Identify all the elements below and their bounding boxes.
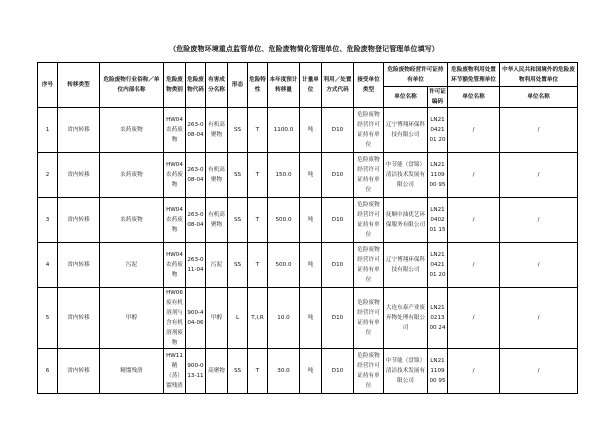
header-annual-plan: 本年度预计转移量 — [268, 63, 300, 108]
header-unit: 计量单位 — [300, 63, 322, 108]
cell-license-no: LN21110900 95 — [428, 153, 448, 198]
cell-property: T — [248, 153, 268, 198]
cell-foreign-name: / — [500, 108, 578, 153]
cell-transfer-type: 省内转移 — [58, 243, 100, 288]
header-method: 利用／处置方式代码 — [322, 63, 354, 108]
cell-exempt-name: / — [448, 288, 500, 349]
cell-receiver-name: 辽宁博翔环保科技有限公司 — [384, 108, 428, 153]
header-exempt-name: 单位名称 — [448, 87, 500, 108]
cell-seq: 3 — [38, 198, 58, 243]
cell-receiver-name: 中节能（盘锦）清洁技术发展有限公司 — [384, 153, 428, 198]
header-receiver-type: 接受单位类型 — [354, 63, 384, 108]
cell-exempt-name: / — [448, 153, 500, 198]
cell-license-no: LN21110900 95 — [428, 349, 448, 394]
cell-hazardous-name: 有机高聚物 — [206, 153, 228, 198]
cell-industry-name: 农药废物 — [100, 198, 164, 243]
header-form: 形态 — [228, 63, 248, 108]
cell-form: SS — [228, 349, 248, 394]
cell-receiver-type: 危险废物经营许可证持有单位 — [354, 243, 384, 288]
header-exempt-group: 危险废物利用处置环节豁免管理单位 — [448, 63, 500, 87]
cell-form: SS — [228, 243, 248, 288]
cell-category: HW06废有机溶剂与含有机溶剂废物 — [164, 288, 186, 349]
header-foreign-group: 中华人民共和国境外的危险废物利用处置单位 — [500, 63, 578, 87]
cell-license-no: LN21042101 20 — [428, 243, 448, 288]
header-transfer-type: 转移类型 — [58, 63, 100, 108]
cell-form: SS — [228, 198, 248, 243]
header-receiver-group: 危险废物经营许可证持有单位 — [384, 63, 448, 87]
cell-method: D10 — [322, 153, 354, 198]
cell-license-no: LN21040201 15 — [428, 198, 448, 243]
cell-code: 263-008-04 — [186, 198, 206, 243]
hazardous-waste-transfer-table — [37, 62, 578, 394]
table-row — [38, 108, 578, 153]
cell-unit: 吨 — [300, 153, 322, 198]
cell-category: HW04农药废物 — [164, 108, 186, 153]
cell-property: T — [248, 349, 268, 394]
cell-unit: 吨 — [300, 288, 322, 349]
cell-receiver-type: 危险废物经营许可证持有单位 — [354, 153, 384, 198]
cell-property: T — [248, 108, 268, 153]
cell-foreign-name: / — [500, 288, 578, 349]
cell-industry-name: 农药废物 — [100, 153, 164, 198]
cell-unit: 吨 — [300, 198, 322, 243]
cell-exempt-name: / — [448, 349, 500, 394]
cell-unit: 吨 — [300, 349, 322, 394]
cell-annual-plan: 150.0 — [268, 153, 300, 198]
cell-unit: 吨 — [300, 108, 322, 153]
cell-receiver-type: 危险废物经营许可证持有单位 — [354, 108, 384, 153]
cell-method: D10 — [322, 108, 354, 153]
cell-property: T,I,R — [248, 288, 268, 349]
cell-transfer-type: 省内转移 — [58, 198, 100, 243]
cell-hazardous-name: 高聚物 — [206, 349, 228, 394]
cell-exempt-name: / — [448, 198, 500, 243]
cell-annual-plan: 500.0 — [268, 198, 300, 243]
cell-form: SS — [228, 153, 248, 198]
header-category: 危险废物类别 — [164, 63, 186, 108]
cell-receiver-name: 大连东泰产业废弃物处理有限公司 — [384, 288, 428, 349]
cell-foreign-name: / — [500, 349, 578, 394]
header-code: 危险废物代码 — [186, 63, 206, 108]
cell-receiver-name: 中节能（盘锦）清洁技术发展有限公司 — [384, 349, 428, 394]
cell-code: 900-013-11 — [186, 349, 206, 394]
cell-seq: 2 — [38, 153, 58, 198]
cell-industry-name: 精馏残渣 — [100, 349, 164, 394]
header-seq: 序号 — [38, 63, 58, 108]
header-industry-name: 危险废物行业俗称／单位内部名称 — [100, 63, 164, 108]
cell-hazardous-name: 甲醇 — [206, 288, 228, 349]
cell-transfer-type: 省内转移 — [58, 153, 100, 198]
cell-receiver-type: 危险废物经营许可证持有单位 — [354, 349, 384, 394]
cell-industry-name: 甲醇 — [100, 288, 164, 349]
cell-industry-name: 污泥 — [100, 243, 164, 288]
cell-foreign-name: / — [500, 153, 578, 198]
cell-form: SS — [228, 108, 248, 153]
cell-category: HW04农药废物 — [164, 243, 186, 288]
cell-exempt-name: / — [448, 108, 500, 153]
cell-code: 900-404-06 — [186, 288, 206, 349]
cell-annual-plan: 10.0 — [268, 288, 300, 349]
cell-receiver-type: 危险废物经营许可证持有单位 — [354, 198, 384, 243]
cell-license-no: LN21042101 20 — [428, 108, 448, 153]
cell-category: HW04农药废物 — [164, 198, 186, 243]
cell-category: HW11精（蒸）馏残渣 — [164, 349, 186, 394]
cell-foreign-name: / — [500, 198, 578, 243]
header-foreign-name: 单位名称 — [500, 87, 578, 108]
cell-method: D10 — [322, 349, 354, 394]
table-row — [38, 288, 578, 349]
cell-seq: 1 — [38, 108, 58, 153]
cell-unit: 吨 — [300, 243, 322, 288]
cell-industry-name: 农药废物 — [100, 108, 164, 153]
header-receiver-name: 单位名称 — [384, 87, 428, 108]
cell-seq: 6 — [38, 349, 58, 394]
table-row — [38, 198, 578, 243]
cell-form: L — [228, 288, 248, 349]
cell-receiver-name: 辽宁博翔环保科技有限公司 — [384, 243, 428, 288]
cell-category: HW04农药废物 — [164, 153, 186, 198]
cell-seq: 5 — [38, 288, 58, 349]
cell-foreign-name: / — [500, 243, 578, 288]
cell-annual-plan: 500.0 — [268, 243, 300, 288]
cell-hazardous-name: 有机高聚物 — [206, 108, 228, 153]
cell-transfer-type: 省内转移 — [58, 108, 100, 153]
cell-property: T — [248, 243, 268, 288]
header-property: 危险特性 — [248, 63, 268, 108]
cell-annual-plan: 1100.0 — [268, 108, 300, 153]
table-row — [38, 349, 578, 394]
cell-receiver-type: 危险废物经营许可证持有单位 — [354, 288, 384, 349]
page-title: （危险废物环境重点监管单位、危险废物简化管理单位、危险废物登记管理单位填写） — [169, 45, 439, 53]
header-license-no: 许可证编码 — [428, 87, 448, 108]
cell-property: T — [248, 198, 268, 243]
cell-license-no: LN21021300 24 — [428, 288, 448, 349]
cell-exempt-name: / — [448, 243, 500, 288]
cell-hazardous-name: 污泥 — [206, 243, 228, 288]
cell-seq: 4 — [38, 243, 58, 288]
cell-code: 263-011-04 — [186, 243, 206, 288]
table-row — [38, 243, 578, 288]
cell-transfer-type: 省内转移 — [58, 288, 100, 349]
cell-code: 263-008-04 — [186, 108, 206, 153]
cell-method: D10 — [322, 198, 354, 243]
cell-method: D10 — [322, 288, 354, 349]
cell-hazardous-name: 有机高聚物 — [206, 198, 228, 243]
table-row — [38, 153, 578, 198]
cell-receiver-name: 抚顺中油优艺环保服务有限公司 — [384, 198, 428, 243]
cell-transfer-type: 省内转移 — [58, 349, 100, 394]
cell-code: 263-008-04 — [186, 153, 206, 198]
cell-annual-plan: 30.0 — [268, 349, 300, 394]
header-hazardous-name: 有害成分名称 — [206, 63, 228, 108]
cell-method: D10 — [322, 243, 354, 288]
